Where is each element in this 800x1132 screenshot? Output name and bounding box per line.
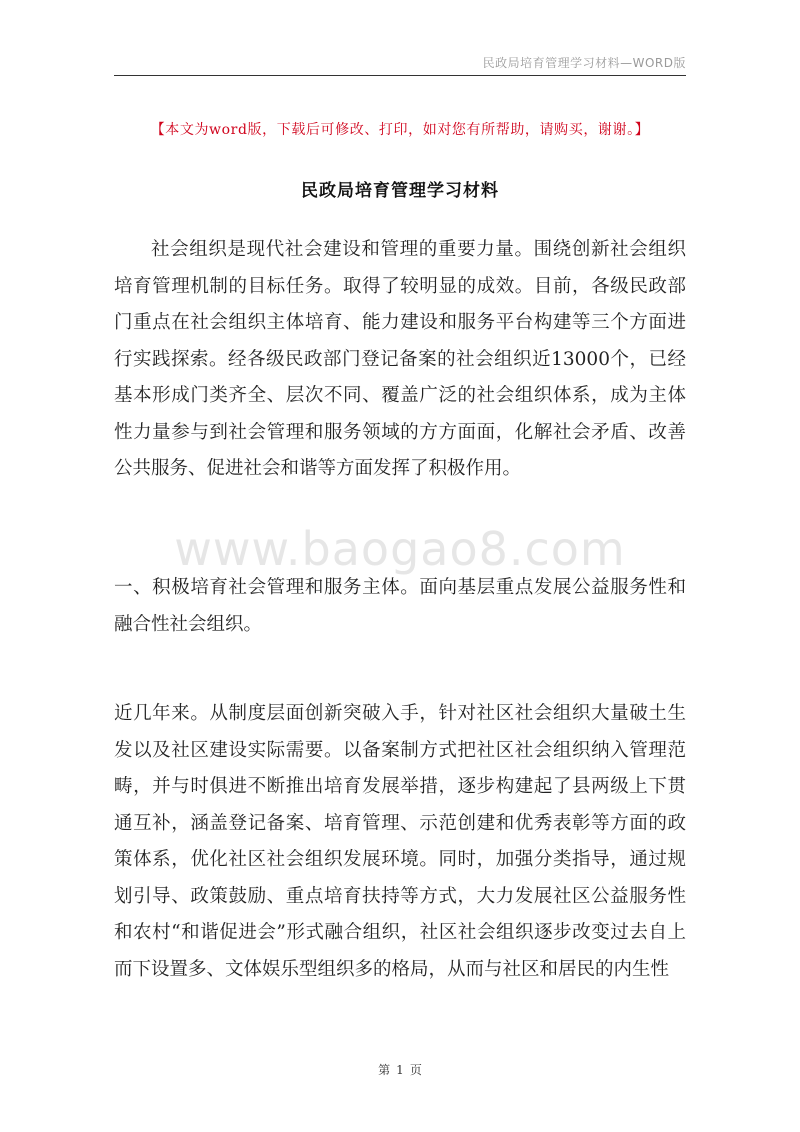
paragraph-body: 近几年来。从制度层面创新突破入手，针对社区社会组织大量破土生发以及社区建设实际需要。以备案制方式把社区社会组织纳入管理范畴，并与时俱进不断推出培育发展举措，逐步构建起了县两级上下贯通互补，涵盖登记备案、培育管理、示范创建和优秀表彰等方面的政策体系，优化社区社会组织发展环境。同时，加强分类指导，通过规划引导、政策鼓励、重点培育扶持等方式，大力发展社区公益服务性和农村“和谐促进会”形式融合组织，社区社会组织逐步改变过去自上而下设置多、文体娱乐型组织多的格局，从而与社区和居民的内生性 <box>114 703 686 980</box>
page-number: 1 <box>396 1063 404 1077</box>
paragraph-intro: 社会组织是现代社会建设和管理的重要力量。围绕创新社会组织培育管理机制的目标任务。取得了较明显的成效。目前，各级民政部门重点在社会组织主体培育、能力建设和服务平台构建等三个方面进行实践探索。经各级民政部门登记备案的社会组织近13000个，已经基本形成门类齐全、层次不同、覆盖广泛的社会组织体系，成为主体性力量参与到社会管理和服务领域的方方面面，化解社会矛盾、改善公共服务、促进社会和谐等方面发挥了积极作用。 <box>114 239 686 479</box>
footer-suffix: 页 <box>409 1063 422 1077</box>
document-title: 民政局培育管理学习材料 <box>301 181 499 201</box>
header-divider <box>114 75 686 76</box>
page-footer <box>114 1061 686 1078</box>
download-notice: 【本文为word版，下载后可修改、打印，如对您有所帮助，请购买，谢谢。】 <box>150 122 650 138</box>
footer-prefix: 第 <box>378 1063 391 1077</box>
watermark: www.baogao8.com <box>174 522 626 576</box>
running-header: 民政局培育管理学习材料—WORD版 <box>482 56 686 70</box>
section-heading-1: 一、积极培育社会管理和服务主体。面向基层重点发展公益服务性和融合性社会组织。 <box>114 577 686 635</box>
